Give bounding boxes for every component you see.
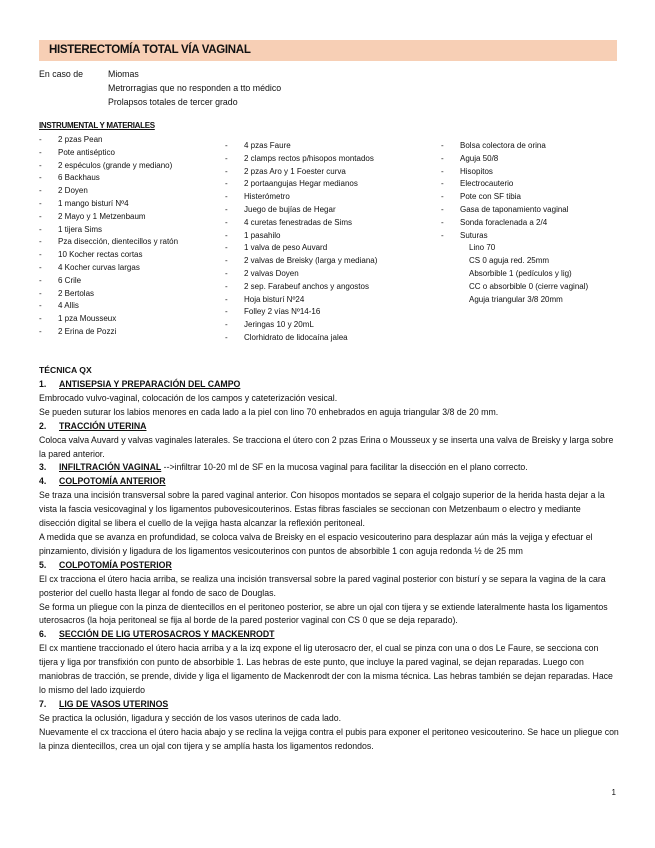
- bullet-dash: -: [441, 153, 444, 163]
- list-item: [225, 242, 377, 255]
- instruments-column-2: [225, 140, 377, 345]
- list-item: [39, 300, 178, 313]
- paragraph: Nuevamente el cx tracciona el útero hacia abajo y se reclina la vejiga contra el pubis para exponer el peritoneo vesicouterino. Se hace un pliegue con la pinza dientecillos, crea un ojal con tijera y se amplía hasta los ligamentos redondos.: [39, 726, 619, 751]
- suture-item: CC o absorbible 0 (cierre vaginal): [469, 281, 589, 291]
- paragraph: Coloca valva Auvard y valvas vaginales laterales. Se tracciona el útero con 2 pzas Erina o Mousseux y se inserta una valva de Breisky y larga sobre la pared anterior.: [39, 434, 614, 459]
- bullet-dash: -: [225, 217, 228, 227]
- list-item: [225, 178, 377, 191]
- bullet-dash: -: [225, 294, 228, 304]
- list-item-text: Clorhidrato de lidocaína jalea: [244, 332, 348, 342]
- list-item: [39, 172, 178, 185]
- list-item: [39, 288, 178, 301]
- technique-body: [39, 378, 619, 753]
- list-item-text: Suturas: [460, 230, 488, 240]
- list-item: [39, 275, 178, 288]
- list-item-text: Aguja 50/8: [460, 153, 499, 163]
- list-item-text: Pote antiséptico: [58, 147, 115, 157]
- list-item: [225, 268, 377, 281]
- bullet-dash: -: [225, 281, 228, 291]
- bullet-dash: -: [39, 211, 42, 221]
- list-item-text: 6 Backhaus: [58, 173, 100, 183]
- instruments-column-1: [39, 134, 178, 339]
- list-item-text: 2 espéculos (grande y mediano): [58, 160, 173, 170]
- list-item: [39, 185, 178, 198]
- list-item-text: 2 Erina de Pozzi: [58, 326, 117, 336]
- list-item: [441, 166, 588, 179]
- list-item-text: 10 Kocher rectas cortas: [58, 250, 143, 260]
- list-item: [39, 249, 178, 262]
- bullet-dash: -: [441, 166, 444, 176]
- list-item: [441, 191, 588, 204]
- list-item: [225, 281, 377, 294]
- bullet-dash: -: [39, 326, 42, 336]
- section-heading: 5. COLPOTOMÍA POSTERIOR: [39, 559, 172, 570]
- suture-item: Aguja triangular 3/8 20mm: [469, 294, 563, 304]
- list-item-text: Jeringas 10 y 20mL: [244, 320, 314, 330]
- list-item: [225, 306, 377, 319]
- list-item-text: 2 Mayo y 1 Metzenbaum: [58, 211, 146, 221]
- list-item-text: 2 Doyen: [58, 186, 88, 196]
- list-item-text: Hoja bisturí Nº24: [244, 294, 305, 304]
- instruments-column-3: [441, 140, 588, 306]
- list-item: [225, 294, 377, 307]
- list-item: [441, 217, 588, 230]
- list-item: [225, 332, 377, 345]
- indication-item: Prolapsos totales de tercer grado: [108, 97, 238, 107]
- list-item-text: Histerómetro: [244, 192, 290, 202]
- list-item-text: Pza disección, dientecillos y ratón: [58, 237, 179, 247]
- bullet-dash: -: [39, 314, 42, 324]
- bullet-dash: -: [225, 332, 228, 342]
- list-item-text: 2 pzas Aro y 1 Foester curva: [244, 166, 346, 176]
- list-item: [39, 326, 178, 339]
- title-bar: [39, 40, 617, 61]
- list-item: [39, 262, 178, 275]
- section-heading: 6. SECCIÓN DE LIG UTEROSACROS Y MACKENRODT: [39, 629, 275, 640]
- list-item: [441, 153, 588, 166]
- bullet-dash: -: [441, 230, 444, 240]
- list-item: [225, 204, 377, 217]
- list-item-text: 2 valvas Doyen: [244, 268, 299, 278]
- bullet-dash: -: [225, 307, 228, 317]
- technique-heading: TÉCNICA QX: [39, 365, 92, 375]
- list-item-text: Folley 2 vías Nº14-16: [244, 307, 321, 317]
- list-item-text: Gasa de taponamiento vaginal: [460, 204, 569, 214]
- list-item: [39, 198, 178, 211]
- section-heading: 1. ANTISEPSIA Y PREPARACIÓN DEL CAMPO: [39, 379, 241, 389]
- list-item-text: 2 clamps rectos p/hisopos montados: [244, 153, 374, 163]
- bullet-dash: -: [39, 237, 42, 247]
- paragraph: A medida que se avanza en profundidad, se coloca valva de Breisky en el espacio vesicouterino para desplazar aún más la vejiga y efectuar el pinzamiento, división y ligadura de los ligamentos vesicouterinos con puntos de absorbible 1 con aguja redonda ½ de 25 mm: [39, 531, 593, 556]
- bullet-dash: -: [39, 147, 42, 157]
- page-number: 1: [611, 788, 616, 797]
- list-item: [39, 236, 178, 249]
- bullet-dash: -: [225, 192, 228, 202]
- bullet-dash: -: [441, 204, 444, 214]
- bullet-dash: -: [39, 198, 42, 208]
- suture-item: CS 0 aguja red. 25mm: [469, 256, 550, 266]
- list-item-text: 4 pzas Faure: [244, 141, 291, 150]
- bullet-dash: -: [39, 262, 42, 272]
- list-item-text: 4 Allis: [58, 301, 79, 311]
- suture-item: Lino 70: [469, 243, 496, 253]
- bullet-dash: -: [225, 320, 228, 330]
- section-heading: 4. COLPOTOMÍA ANTERIOR: [39, 476, 166, 487]
- list-item: [441, 178, 588, 191]
- indication-item: Metrorragias que no responden a tto médico: [108, 83, 282, 93]
- list-item-text: 1 tijera Sims: [58, 224, 103, 234]
- list-item: [225, 319, 377, 332]
- list-item: [225, 191, 377, 204]
- bullet-dash: -: [39, 275, 42, 285]
- bullet-dash: -: [39, 288, 42, 298]
- bullet-dash: -: [225, 256, 228, 266]
- list-item: [225, 230, 377, 243]
- list-item: [39, 134, 178, 147]
- suture-item: Absorbible 1 (pedículos y lig): [469, 268, 572, 278]
- list-item: [225, 153, 377, 166]
- bullet-dash: -: [225, 153, 228, 163]
- bullet-dash: -: [225, 230, 228, 240]
- bullet-dash: -: [39, 250, 42, 260]
- bullet-dash: -: [39, 224, 42, 234]
- bullet-dash: -: [39, 301, 42, 311]
- bullet-dash: -: [225, 141, 228, 150]
- list-item: [441, 204, 588, 217]
- list-item-text: 1 pza Mousseux: [58, 314, 117, 324]
- list-item-text: 2 portaangujas Hegar medianos: [244, 179, 358, 189]
- paragraph: Se practica la oclusión, ligadura y sección de los vasos uterinos de cada lado.: [39, 712, 342, 723]
- list-item-text: Electrocauterio: [460, 179, 514, 189]
- paragraph: Se traza una incisión transversal sobre la pared vaginal anterior. Con hisopos montados se separa el colgajo superior de la herida hasta dejar a la vista la fascia vesicovaginal y los ligamentos pubovesicouterinos. Estas fibras fasciales se seccionan con Metzenbaum o electro y mediante disección digital se libera el cuello de la vejiga hasta alcanzar la reflexión peritoneal.: [39, 490, 605, 529]
- list-item: [441, 230, 588, 243]
- paragraph: El cx tracciona el útero hacia arriba, se realiza una incisión transversal sobre la pared vaginal posterior con bisturí y se separa la vagina de la cara posterior del cuello hasta llegar al fondo de saco de Douglas.: [39, 573, 606, 598]
- section-heading: 2. TRACCIÓN UTERINA: [39, 420, 147, 431]
- list-item-text: 2 Bertolas: [58, 288, 95, 298]
- section-heading: 7. LIG DE VASOS UTERINOS: [39, 698, 169, 709]
- bullet-dash: -: [39, 135, 42, 144]
- list-item-text: 6 Crile: [58, 275, 82, 285]
- section-inline: 3. INFILTRACIÓN VAGINAL -->infiltrar 10-20 ml de SF en la mucosa vaginal para facilitar la disección en el plano correcto.: [39, 462, 528, 473]
- list-item-text: Hisopitos: [460, 166, 493, 176]
- bullet-dash: -: [225, 166, 228, 176]
- document-title: HISTERECTOMÍA TOTAL VÍA VAGINAL: [49, 44, 251, 56]
- list-item-text: 4 Kocher curvas largas: [58, 262, 140, 272]
- paragraph: Embrocado vulvo-vaginal, colocación de los campos y cateterización vesical.: [39, 392, 338, 403]
- list-item: [225, 255, 377, 268]
- list-item-text: Bolsa colectora de orina: [460, 141, 546, 150]
- list-item-text: 2 valvas de Breisky (larga y mediana): [244, 256, 378, 266]
- bullet-dash: -: [39, 173, 42, 183]
- indications-list: [108, 67, 281, 109]
- bullet-dash: -: [39, 186, 42, 196]
- list-item-text: Pote con SF tibia: [460, 192, 521, 202]
- list-item: [39, 160, 178, 173]
- list-item: [225, 217, 377, 230]
- bullet-dash: -: [225, 204, 228, 214]
- paragraph: El cx mantiene traccionado el útero hacia arriba y a la izq expone el lig uterosacro der, el cual se pinza con una o dos Le Faure, se secciona con tijera y liga por transfixión con punto de absorbible 1. Las hebras de este punto, que incluye la pared vaginal, se dejan reparadas. Luego con maniobras de tracción, se prende, divide y liga el ligamento de Mackenrodt der con la misma técnica. Las hebras también se dejan reparadas. Hace lo mismo del lado izquierdo: [39, 643, 613, 695]
- paragraph: Se forma un pliegue con la pinza de dientecillos en el peritoneo posterior, se abre un ojal con tijera y se extiende lateralmente hasta los ligamentos uterosacros (la hoja peritoneal se fija al borde de la pared posterior vaginal con CS 0 que se deja reparado).: [39, 601, 608, 626]
- list-item-text: Sonda foraclenada a 2/4: [460, 217, 548, 227]
- list-item: [225, 140, 377, 153]
- bullet-dash: -: [225, 179, 228, 189]
- indication-item: Miomas: [108, 69, 139, 79]
- paragraph: Se pueden suturar los labios menores en cada lado a la piel con lino 70 enhebrados en aguja triangular 3/8 de 20 mm.: [39, 406, 499, 417]
- bullet-dash: -: [225, 268, 228, 278]
- bullet-dash: -: [441, 217, 444, 227]
- instruments-heading: INSTRUMENTAL Y MATERIALES: [39, 121, 155, 130]
- list-item: [39, 313, 178, 326]
- list-item: [39, 147, 178, 160]
- bullet-dash: -: [225, 243, 228, 253]
- list-item: [39, 211, 178, 224]
- list-item: [441, 140, 588, 153]
- list-item: [39, 224, 178, 237]
- list-item-text: 1 valva de peso Auvard: [244, 243, 328, 253]
- bullet-dash: -: [441, 192, 444, 202]
- bullet-dash: -: [441, 179, 444, 189]
- list-item-text: 1 mango bisturí Nº4: [58, 198, 129, 208]
- list-item-text: 2 pzas Pean: [58, 135, 103, 144]
- list-item-text: 2 sep. Farabeuf anchos y angostos: [244, 281, 369, 291]
- list-item-text: Juego de bujías de Hegar: [244, 204, 336, 214]
- bullet-dash: -: [441, 141, 444, 150]
- bullet-dash: -: [39, 160, 42, 170]
- list-item-text: 1 pasahilo: [244, 230, 281, 240]
- list-item-text: 4 curetas fenestradas de Sims: [244, 217, 353, 227]
- indications-label: En caso de: [39, 69, 84, 79]
- list-item: [225, 166, 377, 179]
